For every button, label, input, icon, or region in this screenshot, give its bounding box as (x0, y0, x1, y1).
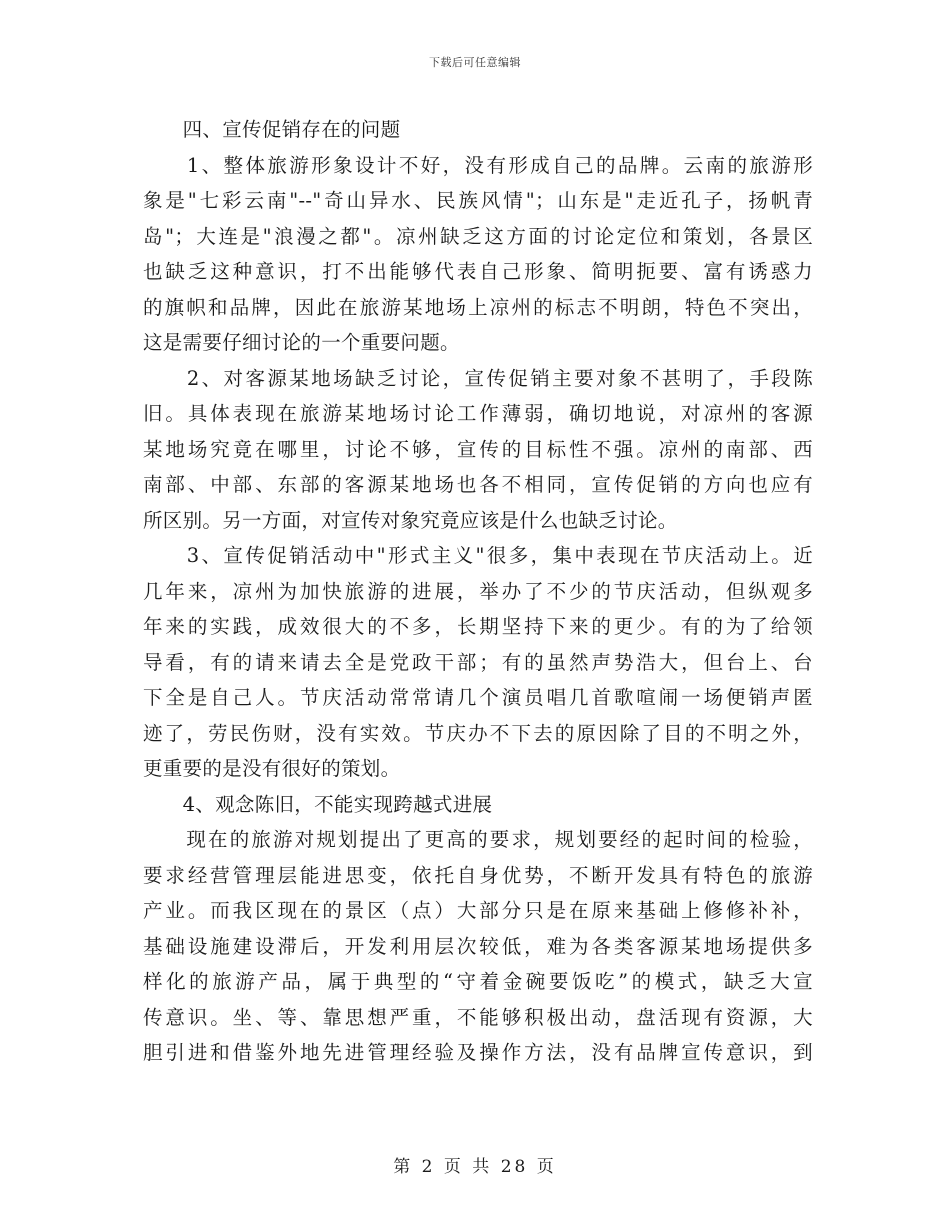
text-line: 下全是自己人。节庆活动常常请几个演员唱几首歌喧闹一场便销声匿 (143, 686, 813, 709)
text-line: 样化的旅游产品，属于典型的“守着金碗要饭吃”的模式，缺乏大宣 (143, 970, 813, 993)
text-line: 某地场究竟在哪里，讨论不够，宣传的目标性不强。凉州的南部、西 (143, 437, 813, 461)
text-line: 象是"七彩云南"--"奇山异水、民族风情"；山东是"走近孔子，扬帆青 (143, 189, 813, 212)
text-line: 所区别。另一方面，对宣传对象究竟应该是什么也缺乏讨论。 (143, 508, 678, 532)
text-line: 旧。具体表现在旅游某地场讨论工作薄弱，确切地说，对凉州的客源 (143, 402, 813, 425)
text-line: 年来的实践，成效很大的不多，长期坚持下来的更少。有的为了给领 (143, 615, 813, 638)
page-footer: 第 2 页 共 28 页 (393, 1157, 557, 1177)
text-line: 产业。而我区现在的景区（点）大部分只是在原来基础上修修补补， (143, 899, 813, 922)
text-line: 更重要的是没有很好的策划。 (143, 757, 401, 780)
text-line: 3、宣传促销活动中"形式主义"很多，集中表现在节庆活动上。近 (143, 544, 813, 567)
text-line: 迹了，劳民伤财，没有实效。节庆办不下去的原因除了目的不明之外， (143, 721, 813, 745)
text-line: 岛"；大连是"浪漫之都"。凉州缺乏这方面的讨论定位和策划，各景区 (143, 224, 813, 248)
text-line: 南部、中部、东部的客源某地场也各不相同，宣传促销的方向也应有 (143, 473, 813, 496)
text-line: 的旗帜和品牌，因此在旅游某地场上凉州的标志不明朗，特色不突出， (143, 295, 813, 319)
text-line: 现在的旅游对规划提出了更高的要求，规划要经的起时间的检验， (143, 828, 813, 851)
text-line: 基础设施建设滞后，开发利用层次较低，难为各类客源某地场提供多 (143, 934, 813, 958)
text-line: 传意识。坐、等、靠思想严重，不能够积极出动，盘活现有资源，大 (143, 1005, 813, 1029)
text-line: 这是需要仔细讨论的一个重要问题。 (143, 331, 460, 354)
text-line: 也缺乏这种意识，打不出能够代表自己形象、简明扼要、富有诱惑力 (143, 260, 813, 283)
text-line: 4、观念陈旧，不能实现跨越式进展 (143, 792, 493, 816)
text-line: 导看，有的请来请去全是党政干部；有的虽然声势浩大，但台上、台 (143, 650, 813, 674)
header-note: 下载后可任意编辑 (429, 56, 521, 69)
text-line: 要求经营管理层能进思变，依托自身优势，不断开发具有特色的旅游 (143, 863, 813, 887)
document-body (143, 112, 813, 1071)
text-line: 几年来，凉州为加快旅游的进展，举办了不少的节庆活动，但纵观多 (143, 579, 813, 603)
text-line: 1、整体旅游形象设计不好，没有形成自己的品牌。云南的旅游形 (143, 153, 813, 177)
text-line: 胆引进和借鉴外地先进管理经验及操作方法，没有品牌宣传意识，到 (143, 1041, 813, 1064)
text-line: 2、对客源某地场缺乏讨论，宣传促销主要对象不甚明了，手段陈 (143, 366, 813, 390)
text-line: 四、宣传促销存在的问题 (143, 118, 401, 141)
